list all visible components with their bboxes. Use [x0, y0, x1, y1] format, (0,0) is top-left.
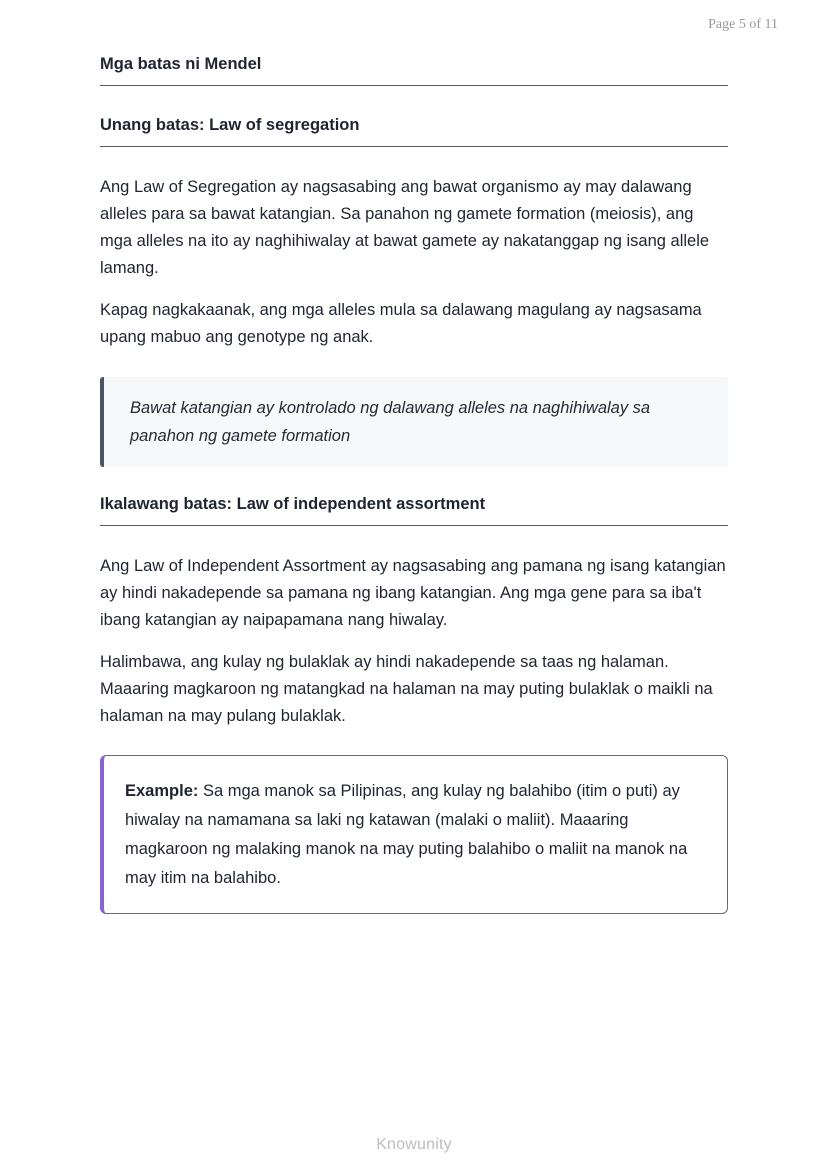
section-heading-independent-assortment: Ikalawang batas: Law of independent assortment — [100, 495, 728, 526]
example-callout — [100, 755, 728, 914]
example-text: Sa mga manok sa Pilipinas, ang kulay ng balahibo (itim o puti) ay hiwalay na namamana sa laki ng katawan (malaki o maliit). Maaaring magkaroon ng malaking manok na may puting balahibo o maliit na manok na may itim na balahibo. — [125, 782, 688, 887]
document-content — [100, 55, 728, 914]
paragraph: Ang Law of Segregation ay nagsasabing ang bawat organismo ay may dalawang alleles para sa bawat katangian. Sa panahon ng gamete formation (meiosis), ang mga alleles na ito ay naghihiwalay at bawat gamete ay nakatanggap ng isang allele lamang. — [100, 178, 710, 277]
key-point-quote: Bawat katangian ay kontrolado ng dalawang alleles na naghihiwalay sa panahon ng gamete formation — [100, 377, 728, 467]
paragraph: Halimbawa, ang kulay ng bulaklak ay hindi nakadepende sa taas ng halaman. Maaaring magkaroon ng matangkad na halaman na may puting bulaklak o maikli na halaman na may pulang bulaklak. — [100, 653, 713, 725]
paragraph: Kapag nagkakaanak, ang mga alleles mula sa dalawang magulang ay nagsasama upang mabuo ang genotype ng anak. — [100, 301, 702, 346]
paragraph: Ang Law of Independent Assortment ay nagsasabing ang pamana ng isang katangian ay hindi nakadepende sa pamana ng ibang katangian. Ang mga gene para sa iba't ibang katangian ay naipapamana nang hiwalay. — [100, 557, 726, 629]
section-heading-segregation: Unang batas: Law of segregation — [100, 116, 728, 147]
example-label: Example: — [125, 782, 199, 800]
footer-brand: Knowunity — [376, 1136, 452, 1153]
page-title: Mga batas ni Mendel — [100, 55, 728, 86]
page-number: Page 5 of 11 — [708, 17, 778, 32]
